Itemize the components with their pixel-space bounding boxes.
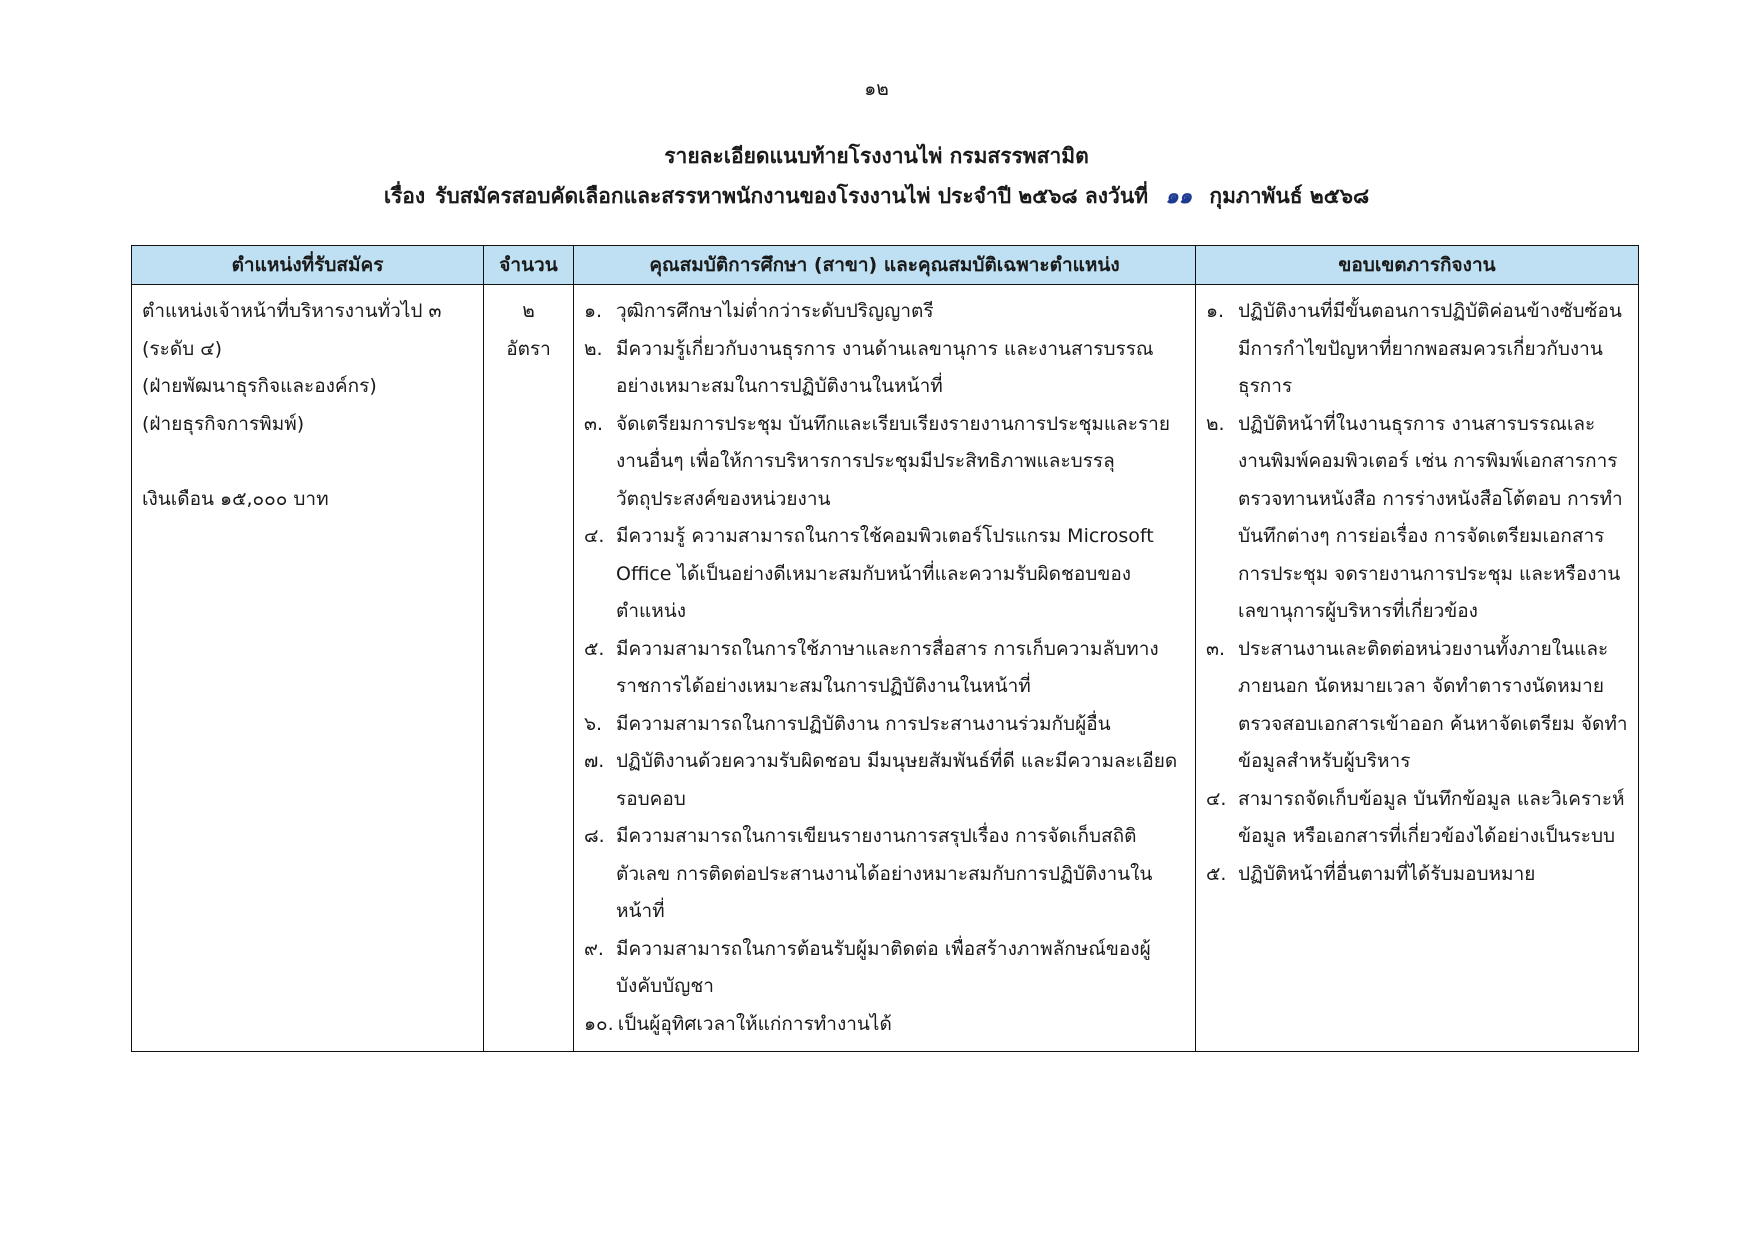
list-item: ๓. จัดเตรียมการประชุม บันทึกและเรียบเรียงรายงานการประชุมและรายงานอื่นๆ เพื่อให้การบริหารการประชุมมีประสิทธิภาพและบรรลุวัตถุประสงค์ของหน่วยงาน [584,412,1170,510]
handwritten-day: ๑๑ [1165,184,1193,208]
header-count: จำนวน [484,246,574,285]
list-item: ๓. ประสานงานเละติดต่อหน่วยงานทั้งภายในและภายนอก นัดหมายเวลา จัดทำตารางนัดหมาย ตรวจสอบเอกสารเข้าออก ค้นหาจัดเตรียม จัดทำข้อมูลสำหรับผู้บริหาร [1206,637,1628,772]
qualifications-list [584,293,1185,1043]
position-level: (ระดับ ๔) [142,337,223,360]
salary: เงินเดือน ๑๕,๐๐๐ บาท [142,487,329,510]
qualifications-cell [574,285,1196,1052]
header-position: ตำแหน่งที่รับสมัคร [132,246,484,285]
list-item: ๑๐. เป็นผู้อุทิศเวลาให้แก่การทำงานได้ [584,1012,892,1035]
subject-month-year: กุมภาพันธ์ ๒๕๖๘ [1209,184,1370,208]
list-item: ๙. มีความสามารถในการต้อนรับผู้มาติดต่อ เพื่อสร้างภาพลักษณ์ของผู้บังคับบัญชา [584,937,1151,997]
document-subject [0,180,1753,213]
position-title: ตำแหน่งเจ้าหน้าที่บริหารงานทั่วไป ๓ [142,300,442,322]
list-item: ๗. ปฏิบัติงานด้วยความรับผิดชอบ มีมนุษยสัมพันธ์ที่ดี และมีความละเอียดรอบคอบ [584,750,1178,810]
subject-label: เรื่อง [383,184,426,208]
list-item: ๔. มีความรู้ ความสามารถในการใช้คอมพิวเตอร์โปรแกรม Microsoft Office ได้เป็นอย่างดีเหมาะสมกับหน้าที่และความรับผิดชอบของตำแหน่ง [584,525,1154,622]
list-item: ๑. ปฏิบัติงานที่มีขั้นตอนการปฏิบัติค่อนข้างซับซ้อน มีการกำไขปัญหาที่ยากพอสมควรเกี่ยวกับงานธุรการ [1206,300,1622,397]
table-row [132,285,1639,1052]
list-item: ๕. มีความสามารถในการใช้ภาษาและการสื่อสาร การเก็บความลับทางราชการได้อย่างเหมาะสมในการปฏิบัติงานในหน้าที่ [584,637,1159,697]
recruitment-table [131,245,1639,1052]
list-item: ๑. วุฒิการศึกษาไม่ต่ำกว่าระดับปริญญาตรี [584,300,934,322]
position-department-1: (ฝ่ายพัฒนาธุรกิจและองค์กร) [142,375,377,397]
document-title: รายละเอียดแนบท้ายโรงงานไพ่ กรมสรรพสามิต [664,144,1089,168]
list-item: ๔. สามารถจัดเก็บข้อมูล บันทึกข้อมูล และวิเคราะห์ข้อมูล หรือเอกสารที่เกี่ยวข้องได้อย่างเป็นระบบ [1206,787,1625,847]
position-department-2: (ฝ่ายธุรกิจการพิมพ์) [142,412,305,435]
list-item: ๖. มีความสามารถในการปฏิบัติงาน การประสานงานร่วมกับผู้อื่น [584,712,1111,735]
header-qualifications: คุณสมบัติการศึกษา (สาขา) และคุณสมบัติเฉพาะตำแหน่ง [574,246,1196,285]
list-item: ๘. มีความสามารถในการเขียนรายงานการสรุปเรื่อง การจัดเก็บสถิติตัวเลข การติดต่อประสานงานได้อย่างหมาะสมกับการปฏิบัติงานในหน้าที่ [584,825,1153,922]
subject-text: รับสมัครสอบคัดเลือกและสรรหาพนักงานของโรงงานไพ่ ประจำปี ๒๕๖๘ ลงวันที่ [435,184,1149,208]
scope-cell [1196,285,1639,1052]
header-scope: ขอบเขตภารกิจงาน [1196,246,1639,285]
count-unit: อัตรา [506,337,551,360]
table-header-row [132,246,1639,285]
list-item: ๒. ปฏิบัติหน้าที่ในงานธุรการ งานสารบรรณเละงานพิมพ์คอมพิวเตอร์ เช่น การพิมพ์เอกสารการตรวจทานหนังสือ การร่างหนังสือโต้ตอบ การทำบันทึกต่างๆ การย่อเรื่อง การจัดเตรียมเอกสารการประชุม จดรายงานการประชุม และหรืองานเลขานุการผู้บริหารที่เกี่ยวข้อง [1206,412,1623,622]
list-item: ๒. มีความรู้เกี่ยวกับงานธุรการ งานด้านเลขานุการ และงานสารบรรณอย่างเหมาะสมในการปฏิบัติงานในหน้าที่ [584,337,1154,397]
count-value: ๒ [522,300,535,322]
scope-list [1206,293,1628,893]
list-item: ๕. ปฏิบัติหน้าที่อื่นตามที่ได้รับมอบหมาย [1206,862,1536,885]
page-number: ๑๒ [864,78,889,100]
position-cell [132,285,484,1052]
count-cell [484,285,574,1052]
